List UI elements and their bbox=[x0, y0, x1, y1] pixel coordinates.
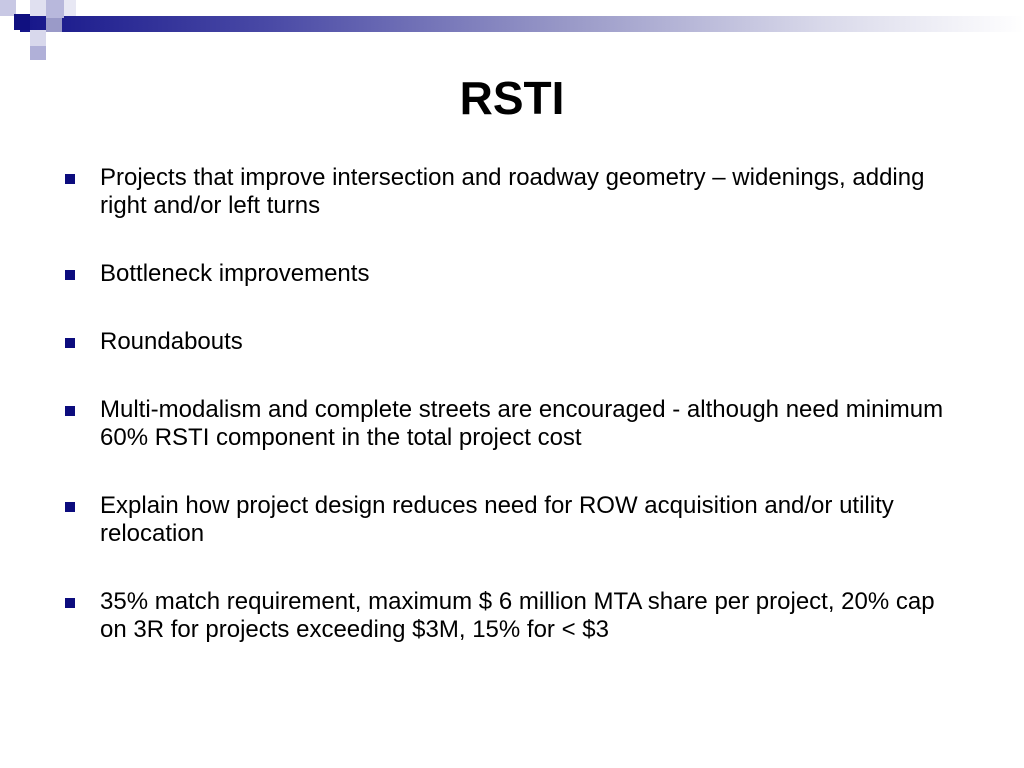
bullet-item bbox=[62, 492, 962, 548]
decorative-square bbox=[46, 0, 64, 18]
decorative-square bbox=[46, 18, 62, 32]
decorative-square bbox=[14, 14, 30, 30]
square-bullet-icon bbox=[65, 406, 75, 416]
bullet-item bbox=[62, 328, 962, 356]
bullet-text: Explain how project design reduces need for ROW acquisition and/or utility relocation bbox=[100, 492, 894, 547]
bullet-list bbox=[62, 164, 962, 684]
bullet-text: Multi-modalism and complete streets are encouraged - although need minimum 60% RSTI component in the total project cost bbox=[100, 396, 944, 451]
square-bullet-icon bbox=[65, 270, 75, 280]
bullet-text: Roundabouts bbox=[100, 328, 243, 355]
square-bullet-icon bbox=[65, 598, 75, 608]
bullet-text: Bottleneck improvements bbox=[100, 260, 370, 287]
header-gradient-band bbox=[20, 16, 1024, 32]
square-bullet-icon bbox=[65, 338, 75, 348]
square-bullet-icon bbox=[65, 502, 75, 512]
square-bullet-icon bbox=[65, 174, 75, 184]
bullet-text: Projects that improve intersection and roadway geometry – widenings, adding right and/or left turns bbox=[100, 164, 925, 219]
decorative-square bbox=[62, 0, 76, 16]
decorative-square bbox=[30, 46, 46, 60]
decorative-square bbox=[30, 0, 46, 16]
bullet-item bbox=[62, 164, 962, 220]
bullet-item bbox=[62, 260, 962, 288]
bullet-text: 35% match requirement, maximum $ 6 million MTA share per project, 20% cap on 3R for projects exceeding $3M, 15% for < $3 bbox=[100, 588, 935, 643]
slide-title: RSTI bbox=[459, 72, 565, 124]
bullet-item bbox=[62, 588, 962, 644]
decorative-square bbox=[30, 30, 46, 46]
bullet-item bbox=[62, 396, 962, 452]
